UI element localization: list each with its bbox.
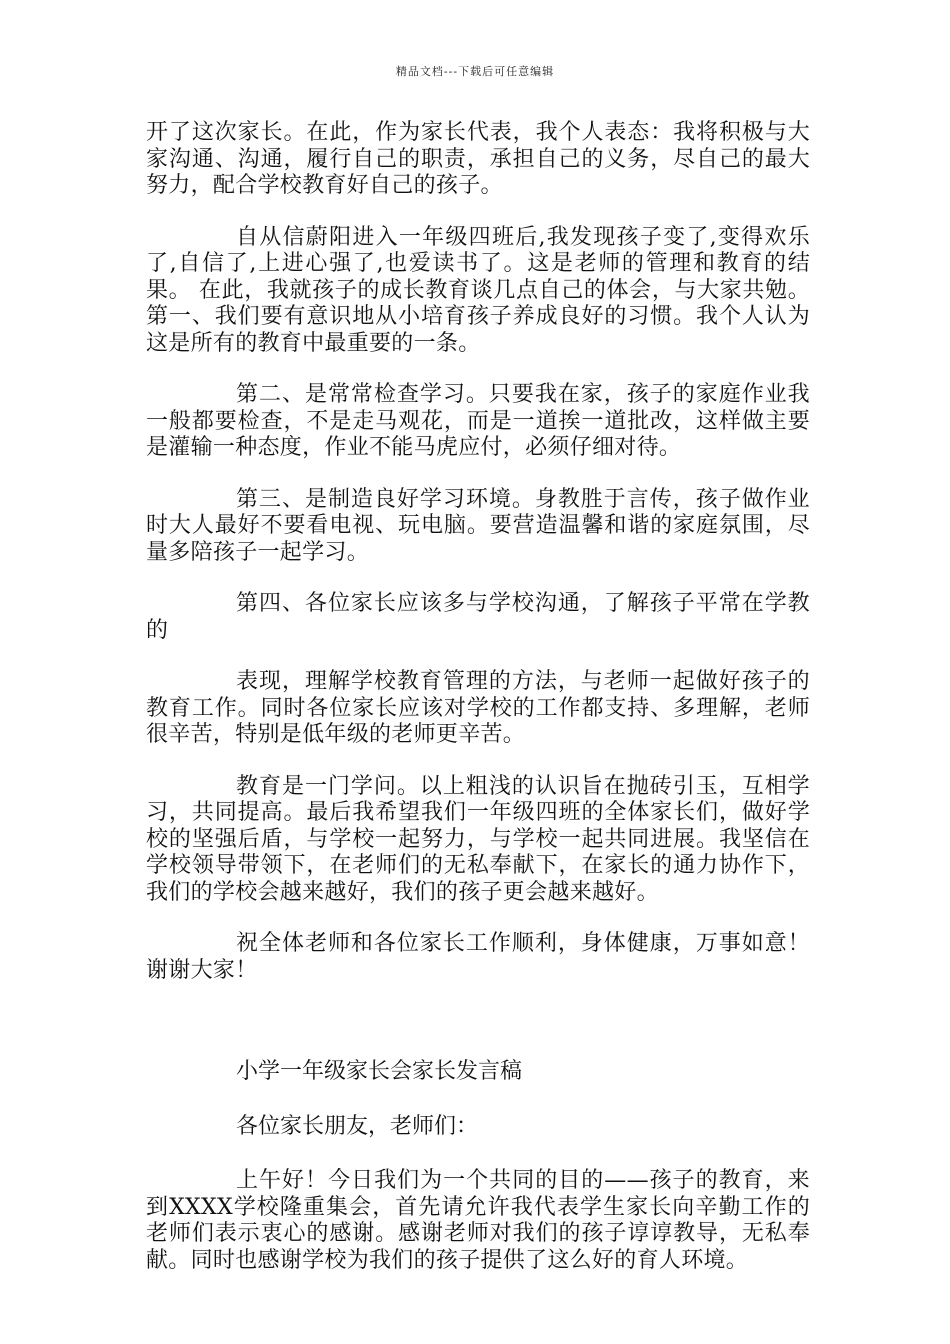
paragraph: 上午好！今日我们为一个共同的目的——孩子的教育，来到XXXX学校隆重集会，首先请允许我代表学生家长向辛勤工作的老师们表示衷心的感谢。感谢老师对我们的孩子谆谆教导，无私奉献。同时也感谢学校为我们的孩子提供了这么好的育人环境。 [146,1168,810,1273]
document-body [146,120,810,1299]
greeting: 各位家长朋友，老师们： [236,1113,479,1139]
paragraph: 自从信蔚阳进入一年级四班后,我发现孩子变了,变得欢乐了,自信了,上进心强了,也爱读书了。这是老师的管理和教育的结果。 在此，我就孩子的成长教育谈几点自己的体会，与大家共勉。 第一、我们要有意识地从小培育孩子养成良好的习惯。我个人认为这是所有的教育中最重要的一条。 [146,224,810,356]
document-title: 小学一年级家长会家长发言稿 [236,1059,523,1084]
paragraph: 第三、是制造良好学习环境。身教胜于言传，孩子做作业时大人最好不要看电视、玩电脑。要营造温馨和谐的家庭氛围，尽量多陪孩子一起学习。 [146,486,810,565]
section-gap [146,1009,810,1059]
paragraph: 第四、各位家长应该多与学校沟通，了解孩子平常在学教的 [146,591,810,643]
paragraph: 表现，理解学校教育管理的方法，与老师一起做好孩子的教育工作。同时各位家长应该对学校的工作都支持、多理解，老师很辛苦，特别是低年级的老师更辛苦。 [146,669,810,747]
paragraph: 祝全体老师和各位家长工作顺利，身体健康，万事如意！谢谢大家！ [146,931,810,983]
paragraph: 第二、是常常检查学习。只要我在家，孩子的家庭作业我一般都要检查，不是走马观花，而是一道挨一道批改，这样做主要是灌输一种态度，作业不能马虎应付，必须仔细对待。 [146,382,810,460]
page-header: 精品文档---下载后可任意编辑 [395,65,555,78]
paragraph: 开了这次家长。在此，作为家长代表，我个人表态：我将积极与大家沟通、沟通，履行自己的职责，承担自己的义务，尽自己的最大努力，配合学校教育好自己的孩子。 [146,120,810,198]
paragraph: 教育是一门学问。以上粗浅的认识旨在抛砖引玉，互相学习，共同提高。最后我希望我们一年级四班的全体家长们，做好学校的坚强后盾，与学校一起努力，与学校一起共同进展。我坚信在学校领导带领下，在老师们的无私奉献下，在家长的通力协作下，我们的学校会越来越好，我们的孩子更会越来越好。 [146,773,810,905]
